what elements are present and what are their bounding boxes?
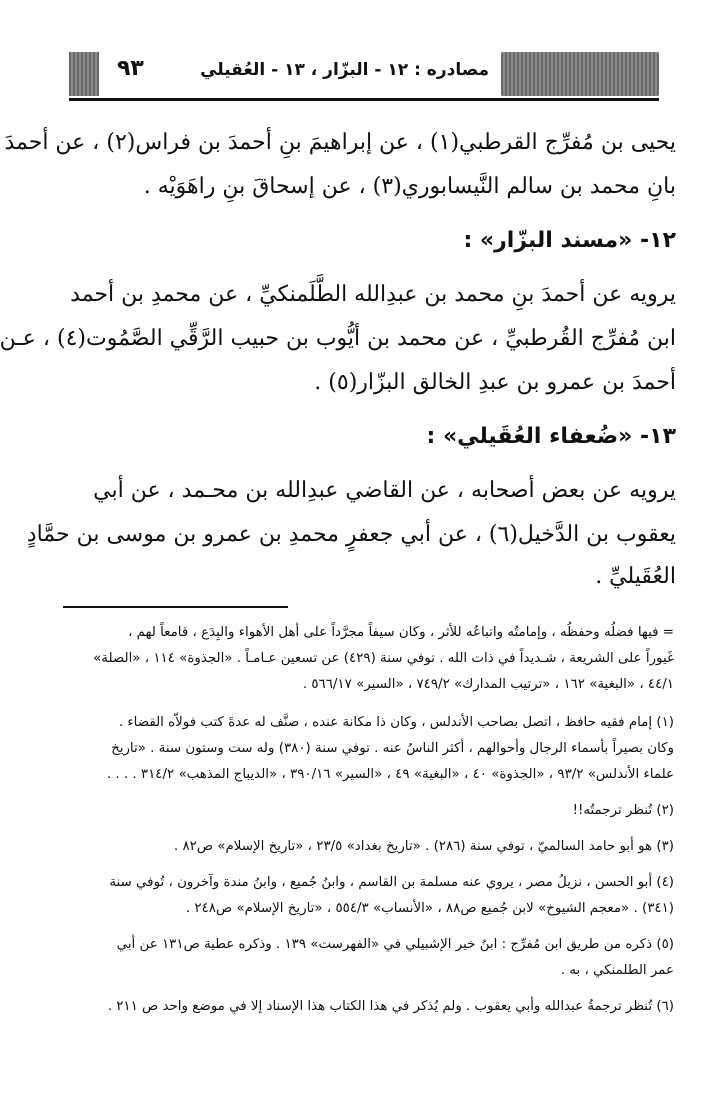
running-title: مصادره : ١٢ - البزّار ، ١٣ - العُقيلي bbox=[200, 60, 489, 80]
page-number: ٩٣ bbox=[117, 56, 144, 81]
footnote-line: ٤٤/١ ، «البغية» ١٦٢ ، «ترتيب المدارك» ٧٤٩/٢ ، «السير» ٥٦٦/١٧ . bbox=[302, 677, 674, 692]
page-header bbox=[69, 48, 659, 98]
footnote-6: (٦) تُنظر ترجمةُ عبدالله وأبي يعقوب . ولم يُذكر في هذا الكتاب هذا الإسناد إلا في موضع واحد ص ٢١١ . bbox=[107, 999, 674, 1014]
footnote-3: (٣) هو أبو حامد السالميّ ، توفي سنة (٢٨٦) . «تاريخ بغداد» ٢٣/٥ ، «تاريخ الإسلام» ص٨٢ . bbox=[173, 839, 674, 854]
section-heading-bazzar: ١٢- «مسند البزّار» : bbox=[463, 228, 676, 253]
footnote-2: (٢) تُنظر ترجمتُه!! bbox=[572, 803, 674, 818]
footnote-5: (٥) ذكره من طريق ابن مُفرِّج : ابنُ خير الإشبيلي في «الفهرست» ١٣٩ . وذكره عطية ص١٣١ عن أبي bbox=[116, 937, 674, 952]
section-heading-uqayli: ١٣- «ضُعفاء العُقَيلي» : bbox=[426, 424, 676, 449]
footnote-line: عمر الطلمنكي ، به . bbox=[560, 963, 674, 978]
footnote-line: (٣٤١) . «معجم الشيوخ» لابن جُميع ص٨٨ ، «الأنساب» ٥٥٤/٣ ، «تاريخ الإسلام» ص٢٤٨ . bbox=[185, 901, 674, 916]
footnote-line: علماء الأندلس» ٩٣/٢ ، «الجذوة» ٤٠ ، «البغية» ٤٩ ، «السير» ٣٩٠/١٦ ، «الديباج المذهب» ٣١٤/٢ . . . . bbox=[106, 767, 674, 782]
text-line: ابن مُفرِّج القُرطبيِّ ، عن محمد بن أيُّوب بن حبيب الرَّقِّي الصَّمُوت(٤) ، عـن bbox=[0, 326, 676, 351]
footnote-line: غَيوراً على الشريعة ، شـديداً في ذات الله . توفي سنة (٤٢٩) عن تسعين عـامـاً . «الجذوة» ١١٤ ، «الصلة» bbox=[93, 651, 674, 666]
text-line: بانِ محمد بن سالم النَّيسابوري(٣) ، عن إسحاقَ بنِ راهَوَيْه . bbox=[143, 174, 676, 199]
text-line: أحمدَ بن عمرو بن عبدِ الخالق البزّار(٥) . bbox=[314, 370, 676, 395]
footnote-separator bbox=[63, 606, 288, 608]
footnote-line: وكان بصيراً بأسماء الرجال وأحوالهم ، أكثر الناسُ عنه . توفي سنة (٣٨٠) وله ست وستون سنة . «تاريخ bbox=[111, 741, 674, 756]
footnote-1: (١) إمام فقيه حافظ ، اتصل بصاحب الأندلس ، وكان ذا مكانة عنده ، صنَّف له عدةَ كتب فولاّه القضاء . bbox=[118, 715, 674, 730]
header-ornament-left bbox=[69, 52, 99, 96]
text-line: يرويه عن أحمدَ بنِ محمد بن عبدِالله الطَّلَمنكيِّ ، عن محمدِ بن أحمد bbox=[70, 282, 676, 307]
footnote-line: = فيها فضلُه وحفظُه ، وإمامتُه واتباعُه للأثر ، وكان سيفاً مجرَّداً على أهل الأهواء والبِدَع ، قامعاً لهم ، bbox=[128, 625, 674, 640]
text-line: العُقَيليِّ . bbox=[595, 564, 676, 589]
header-rule bbox=[69, 98, 659, 101]
text-line: يحيى بن مُفرِّج القرطبي(١) ، عن إبراهيمَ بنِ أحمدَ بن فراس(٢) ، عن أحمدَ bbox=[4, 130, 676, 155]
header-ornament-right bbox=[501, 52, 659, 96]
text-line: يعقوب بن الدَّخيل(٦) ، عن أبي جعفرٍ محمدِ بن عمرو بن موسى بن حمَّادٍ bbox=[26, 522, 676, 547]
footnote-4: (٤) أبو الحسن ، نزيلُ مصر ، يروي عنه مسلمة بن القاسم ، وابنُ جُميع ، وابنُ مندة وآخرون ، تُوفي سنة bbox=[109, 875, 674, 890]
text-line: يرويه عن بعض أصحابه ، عن القاضي عبدِالله بن محـمد ، عن أبي bbox=[93, 478, 676, 503]
